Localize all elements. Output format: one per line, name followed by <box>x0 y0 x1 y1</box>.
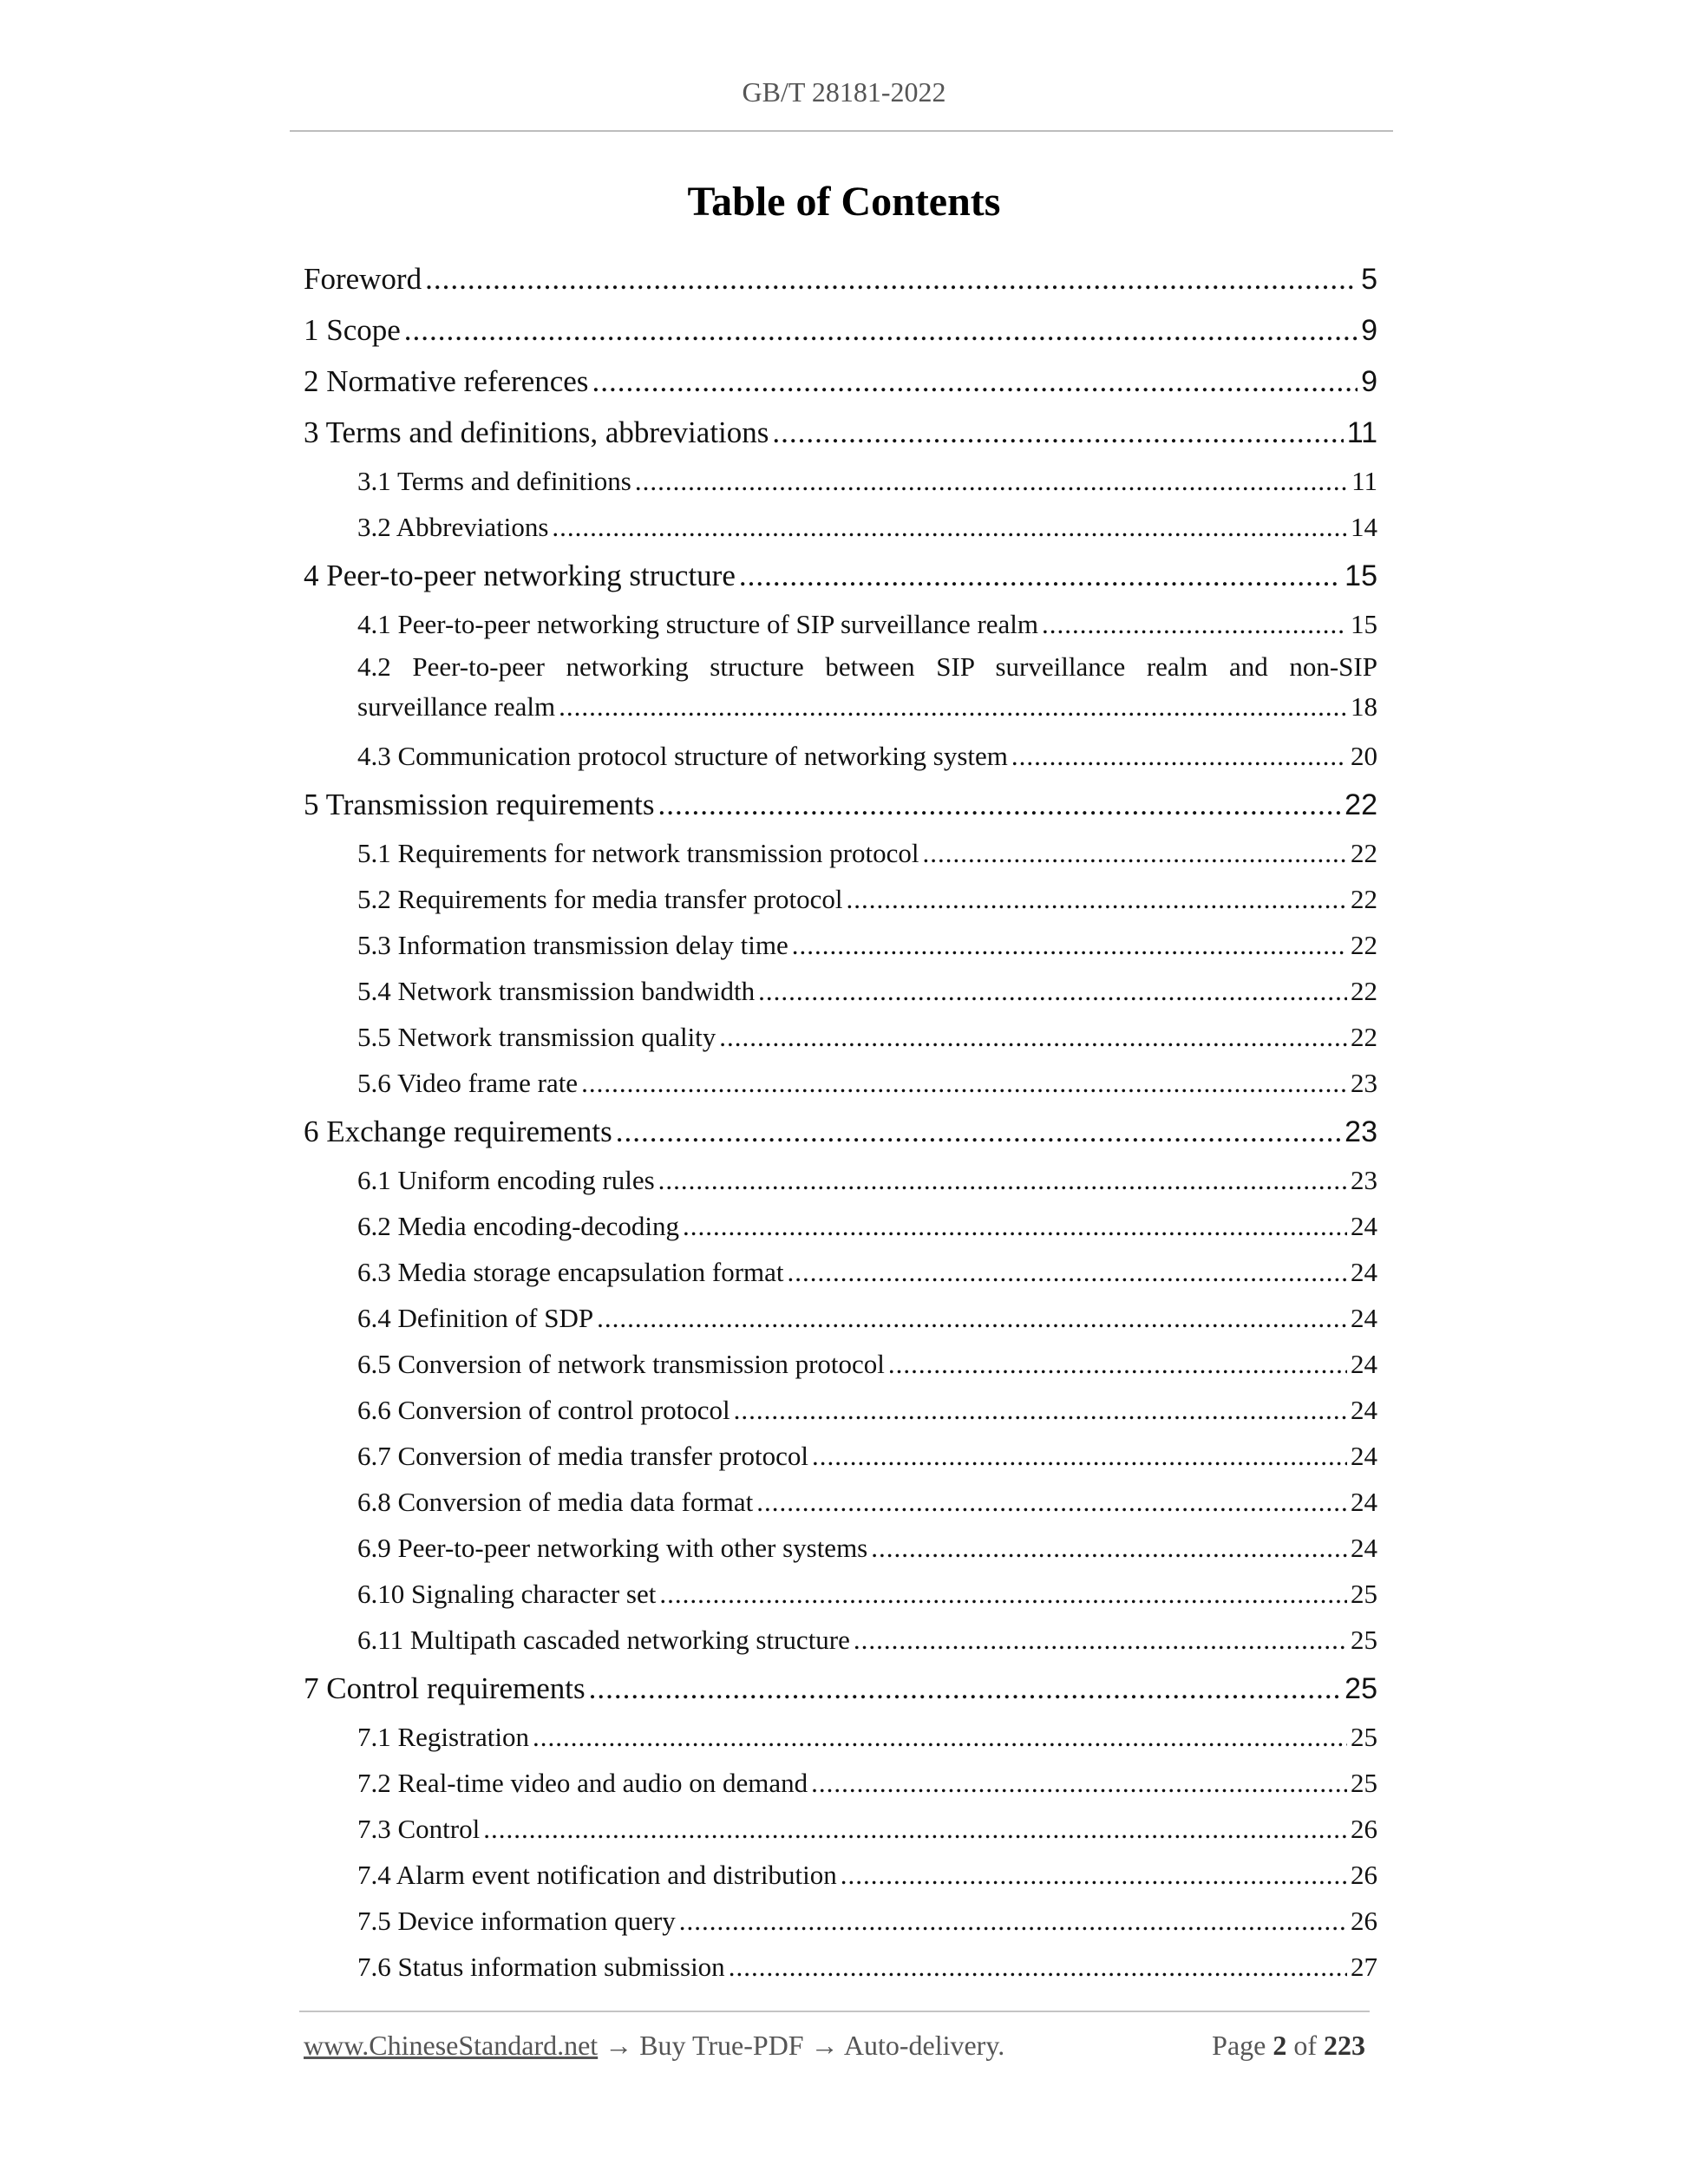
toc-entry-title: 5.3 Information transmission delay time <box>357 930 788 960</box>
toc-entry-title: 6.3 Media storage encapsulation format <box>357 1257 784 1287</box>
toc-entry[interactable] <box>304 1060 1377 1106</box>
toc-leader-dots <box>425 253 1358 304</box>
toc-leader-dots <box>589 1663 1342 1714</box>
toc-entry[interactable] <box>304 1157 1377 1203</box>
toc-leader-dots <box>719 1014 1347 1060</box>
toc-entry[interactable] <box>304 733 1377 779</box>
toc-entry-page: 25 <box>1351 1722 1377 1752</box>
toc-entry-page: 25 <box>1351 1625 1377 1655</box>
toc-entry-page: 25 <box>1345 1672 1377 1705</box>
page-prefix: Page <box>1212 2030 1266 2061</box>
toc-entry-page: 22 <box>1351 838 1377 868</box>
toc-entry[interactable] <box>304 1571 1377 1617</box>
toc-entry-title: 7.5 Device information query <box>357 1906 676 1936</box>
toc-entry-page: 27 <box>1351 1952 1377 1982</box>
header-divider <box>290 130 1393 132</box>
toc-entry-title: 5.6 Video frame rate <box>357 1068 579 1098</box>
toc-entry-page: 24 <box>1351 1441 1377 1471</box>
toc-leader-dots <box>841 1852 1347 1898</box>
toc-entry-page: 24 <box>1351 1303 1377 1333</box>
toc-chapter-entry[interactable] <box>304 304 1377 356</box>
toc-entry-title: 5.2 Requirements for media transfer protocol <box>357 884 843 914</box>
toc-entry[interactable] <box>304 1806 1377 1852</box>
toc-entry-page: 22 <box>1351 930 1377 960</box>
toc-entry-page: 5 <box>1361 263 1377 296</box>
toc-leader-dots <box>758 968 1347 1014</box>
toc-entry[interactable] <box>304 1479 1377 1525</box>
toc-leader-dots <box>847 876 1347 922</box>
toc-entry-title: 6.10 Signaling character set <box>357 1579 657 1609</box>
toc-entry-page: 18 <box>1351 691 1377 722</box>
toc-entry-title: Foreword <box>304 262 422 296</box>
toc-entry-title: 6.5 Conversion of network transmission protocol <box>357 1349 885 1379</box>
toc-entry-page: 26 <box>1351 1906 1377 1936</box>
toc-leader-dots <box>533 1714 1347 1760</box>
toc-leader-dots <box>559 687 1347 727</box>
toc-entry[interactable] <box>304 1714 1377 1760</box>
toc-leader-dots <box>1011 733 1347 779</box>
toc-entry-title: 5 Transmission requirements <box>304 788 655 821</box>
toc-leader-dots <box>812 1433 1347 1479</box>
toc-entry-title: 6.4 Definition of SDP <box>357 1303 594 1333</box>
toc-entry-page: 23 <box>1351 1165 1377 1195</box>
toc-entry-page: 24 <box>1351 1257 1377 1287</box>
toc-entry-page: 26 <box>1351 1814 1377 1844</box>
toc-entry[interactable] <box>304 458 1377 504</box>
toc-entry-page: 26 <box>1351 1860 1377 1890</box>
toc-entry[interactable] <box>304 922 1377 968</box>
toc-entry-title: 5.1 Requirements for network transmission protocol <box>357 838 919 868</box>
toc-entry-page: 9 <box>1361 314 1377 347</box>
toc-leader-dots <box>592 356 1358 407</box>
toc-entry-title: 2 Normative references <box>304 364 589 398</box>
toc-chapter-entry[interactable] <box>304 1663 1377 1714</box>
toc-entry-page: 22 <box>1351 976 1377 1006</box>
toc-entry-page: 24 <box>1351 1395 1377 1425</box>
page-of: of <box>1293 2030 1317 2061</box>
footer-promo <box>304 2030 1004 2062</box>
toc-leader-dots <box>581 1060 1347 1106</box>
toc-chapter-entry[interactable] <box>304 253 1377 304</box>
toc-entry-title: 4 Peer-to-peer networking structure <box>304 559 736 592</box>
toc-entry-title: 7.2 Real-time video and audio on demand <box>357 1768 808 1798</box>
toc-entry-title: 5.4 Network transmission bandwidth <box>357 976 756 1006</box>
toc-leader-dots <box>792 922 1347 968</box>
toc-entry-title-line2: surveillance realm <box>357 691 556 722</box>
toc-entry-title: 7.4 Alarm event notification and distribution <box>357 1860 837 1890</box>
page-indicator <box>1212 2030 1365 2062</box>
toc-entry[interactable] <box>304 1525 1377 1571</box>
toc-entry-page: 9 <box>1361 365 1377 398</box>
toc-leader-dots <box>404 304 1358 356</box>
toc-entry-title: 3 Terms and definitions, abbreviations <box>304 415 769 449</box>
toc-entry[interactable] <box>304 1852 1377 1898</box>
toc-leader-dots <box>772 407 1343 458</box>
toc-entry[interactable] <box>304 1944 1377 1990</box>
toc-leader-dots <box>1042 601 1347 647</box>
toc-entry-title: 6.11 Multipath cascaded networking structure <box>357 1625 850 1655</box>
toc-leader-dots <box>659 1571 1347 1617</box>
toc-entry-page: 11 <box>1346 416 1377 449</box>
arrow-right-icon: → <box>605 2030 633 2061</box>
toc-leader-dots <box>658 779 1341 830</box>
toc-entry-page: 24 <box>1351 1349 1377 1379</box>
toc-entry[interactable] <box>304 504 1377 550</box>
toc-leader-dots <box>854 1617 1347 1663</box>
toc-leader-dots <box>658 1157 1347 1203</box>
toc-chapter-entry[interactable] <box>304 356 1377 407</box>
toc-chapter-entry[interactable] <box>304 1106 1377 1157</box>
arrow-right-icon: → <box>810 2030 839 2061</box>
toc-entry-page: 24 <box>1351 1211 1377 1241</box>
toc-entry[interactable] <box>304 1341 1377 1387</box>
toc-entry[interactable] <box>304 1249 1377 1295</box>
buy-pdf-text: Buy True-PDF <box>639 2030 804 2061</box>
toc-entry-page: 22 <box>1345 788 1377 821</box>
toc-entry-page: 25 <box>1351 1579 1377 1609</box>
toc-entry-title: 6.9 Peer-to-peer networking with other systems <box>357 1533 868 1563</box>
toc-list <box>304 253 1377 1990</box>
toc-entry-page: 11 <box>1351 466 1377 496</box>
toc-entry[interactable] <box>304 830 1377 876</box>
toc-leader-dots <box>756 1479 1347 1525</box>
toc-entry[interactable] <box>304 968 1377 1014</box>
toc-entry-title: 3.2 Abbreviations <box>357 512 549 542</box>
toc-leader-dots <box>739 550 1341 601</box>
toc-entry-page: 24 <box>1351 1487 1377 1517</box>
toc-chapter-entry[interactable] <box>304 407 1377 458</box>
toc-entry-title: 4.3 Communication protocol structure of networking system <box>357 741 1008 771</box>
toc-entry-line2 <box>357 687 1377 727</box>
toc-entry-title: 4.1 Peer-to-peer networking structure of SIP surveillance realm <box>357 609 1039 639</box>
site-link[interactable]: www.ChineseStandard.net <box>304 2030 599 2061</box>
toc-entry-title-line1: 4.2 Peer-to-peer networking structure between SIP surveillance realm and non-SIP <box>357 651 1377 682</box>
toc-entry[interactable] <box>304 1387 1377 1433</box>
toc-leader-dots <box>483 1806 1347 1852</box>
toc-entry-title: 6.7 Conversion of media transfer protocol <box>357 1441 808 1471</box>
toc-entry-title: 7 Control requirements <box>304 1671 586 1705</box>
toc-entry-title: 6.1 Uniform encoding rules <box>357 1165 655 1195</box>
toc-entry[interactable] <box>304 1760 1377 1806</box>
toc-entry[interactable] <box>304 1014 1377 1060</box>
toc-entry-page: 14 <box>1351 512 1377 542</box>
toc-leader-dots <box>552 504 1347 550</box>
toc-entry-title: 7.1 Registration <box>357 1722 530 1752</box>
page-total: 223 <box>1324 2030 1365 2061</box>
toc-entry[interactable] <box>304 876 1377 922</box>
toc-entry-title: 5.5 Network transmission quality <box>357 1022 716 1052</box>
toc-entry[interactable] <box>304 1898 1377 1944</box>
toc-entry-page: 22 <box>1351 1022 1377 1052</box>
toc-leader-dots <box>811 1760 1347 1806</box>
toc-leader-dots <box>888 1341 1347 1387</box>
auto-delivery-text: Auto-delivery. <box>843 2030 1005 2061</box>
toc-leader-dots <box>871 1525 1347 1571</box>
toc-entry[interactable] <box>304 601 1377 647</box>
page-current: 2 <box>1273 2030 1287 2061</box>
toc-leader-dots <box>616 1106 1341 1157</box>
toc-leader-dots <box>683 1203 1347 1249</box>
toc-leader-dots <box>729 1944 1347 1990</box>
toc-entry[interactable] <box>304 1433 1377 1479</box>
toc-entry-title: 7.6 Status information submission <box>357 1952 725 1982</box>
toc-leader-dots <box>679 1898 1347 1944</box>
toc-entry-title: 7.3 Control <box>357 1814 481 1844</box>
toc-chapter-entry[interactable] <box>304 779 1377 830</box>
toc-entry[interactable] <box>304 1295 1377 1341</box>
toc-entry-page: 24 <box>1351 1533 1377 1563</box>
document-code-header: GB/T 28181-2022 <box>742 76 946 108</box>
toc-chapter-entry[interactable] <box>304 550 1377 601</box>
toc-entry[interactable] <box>304 1203 1377 1249</box>
toc-leader-dots <box>635 458 1348 504</box>
toc-entry-page: 22 <box>1351 884 1377 914</box>
toc-leader-dots <box>922 830 1347 876</box>
toc-leader-dots <box>788 1249 1347 1295</box>
toc-entry-title: 6.8 Conversion of media data format <box>357 1487 754 1517</box>
toc-leader-dots <box>597 1295 1347 1341</box>
toc-entry-title: 3.1 Terms and definitions <box>357 466 631 496</box>
toc-entry[interactable] <box>304 1617 1377 1663</box>
toc-entry-page: 23 <box>1345 1115 1377 1148</box>
toc-entry-page: 15 <box>1345 559 1377 592</box>
toc-entry-page: 20 <box>1351 741 1377 771</box>
toc-leader-dots <box>734 1387 1347 1433</box>
toc-entry[interactable] <box>304 647 1377 733</box>
toc-entry-page: 25 <box>1351 1768 1377 1798</box>
toc-entry-title: 6.2 Media encoding-decoding <box>357 1211 680 1241</box>
toc-entry-title: 6 Exchange requirements <box>304 1115 612 1148</box>
toc-entry-page: 15 <box>1351 609 1377 639</box>
toc-entry-title: 6.6 Conversion of control protocol <box>357 1395 730 1425</box>
footer-divider <box>299 2011 1370 2012</box>
toc-entry-page: 23 <box>1351 1068 1377 1098</box>
toc-entry-title: 1 Scope <box>304 313 401 347</box>
toc-heading: Table of Contents <box>687 179 1001 225</box>
